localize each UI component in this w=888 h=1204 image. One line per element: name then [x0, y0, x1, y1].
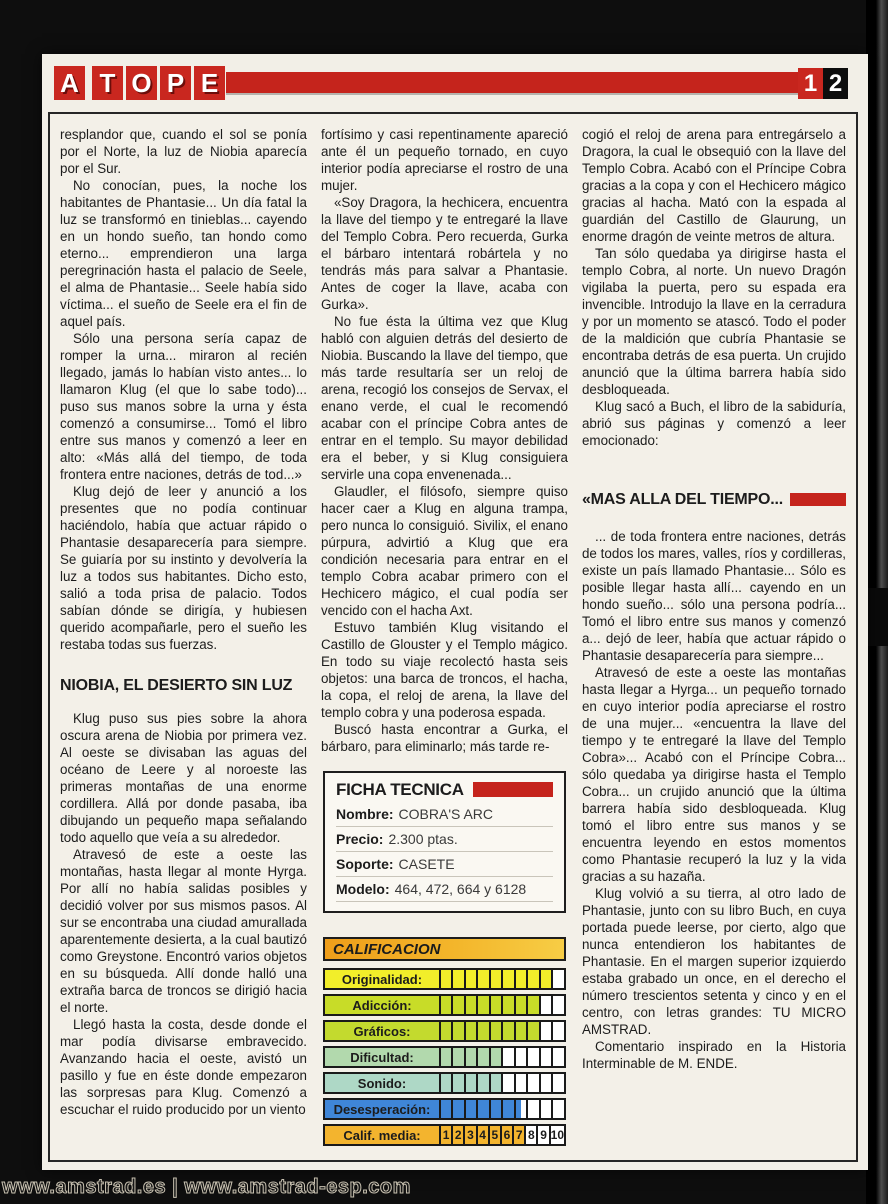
- rating-cell: [541, 1048, 554, 1066]
- section-heading-niobia: NIOBIA, EL DESIERTO SIN LUZ: [60, 677, 293, 694]
- rating-cell: [491, 1100, 504, 1118]
- rating-cell: [503, 996, 516, 1014]
- rating-cell: [478, 996, 491, 1014]
- rating-number-cell: 3: [465, 1126, 477, 1144]
- rating-cell: [466, 1022, 479, 1040]
- paragraph: Klug dejó de leer y anunció a los presentes que no podía continuar haciéndolo, había que actuar rápido o Phantasie desaparecería para siempre. Se guiaría por su instinto y devolvería la luz a todos sus habitantes. Dicho esto, salió a toda prisa de palacio. Todos sabían dónde se dirigía, y hubiesen querido acompañarle, pero el sueño les restaba todas sus fuerzas.: [60, 484, 307, 652]
- rating-cell: [528, 1022, 541, 1040]
- paragraph: Comentario inspirado en la Historia Interminable de M. ENDE.: [581, 1039, 847, 1071]
- rating-cell: [441, 996, 454, 1014]
- ficha-title-row: [336, 781, 553, 798]
- ficha-red-bar: [473, 782, 553, 797]
- rating-cell: [466, 1048, 479, 1066]
- paragraph: Buscó hasta encontrar a Gurka, el bárbaro, para eliminarlo; más tarde re-: [320, 722, 568, 754]
- article-box: [48, 112, 858, 1162]
- rating-cell: [553, 1048, 564, 1066]
- rating-cell: [503, 1100, 516, 1118]
- ficha-rows: [336, 802, 553, 902]
- watermark-text: www.amstrad.es | www.amstrad-esp.com: [2, 1176, 411, 1198]
- rating-cell: [528, 1074, 541, 1092]
- ficha-tecnica-box: [323, 771, 566, 913]
- rating-label: Originalidad:: [325, 970, 441, 988]
- rating-number-cell: 4: [478, 1126, 490, 1144]
- rating-cell: [441, 1022, 454, 1040]
- rating-cell: [478, 1074, 491, 1092]
- paragraph: No fue ésta la última vez que Klug habló con alguien detrás del desierto de Niobia. Buscando la llave del tiempo, que más tarde resultaría ser un reloj de arena, recogió los consejos de Servax, el enano verde, el cual le recomendó acabar con el príncipe Cobra antes de entrar en el templo. Su mayor debilidad era el beber, y si Klug consiguiera servirle una copa envenenada...: [320, 314, 568, 482]
- ficha-label: Soporte:: [335, 856, 394, 872]
- rating-cell: [503, 1048, 516, 1066]
- rating-cell: [453, 996, 466, 1014]
- rating-cell: [516, 1022, 529, 1040]
- rating-cells: [441, 1100, 564, 1118]
- heading-red-block: [790, 493, 846, 506]
- rating-cells: [441, 1048, 564, 1066]
- logo-letter-tile: A: [54, 66, 85, 100]
- rating-cell: [466, 970, 479, 988]
- rating-cells: [441, 1074, 564, 1092]
- paragraph: Sólo una persona sería capaz de romper la urna... miraron al recién llegado, jamás lo habían visto antes... lo llamaron Klug (el que lo sabe todo)... puso sus manos sobre la urna y ésta comenzó a consumirse... Tomó el libro entre sus manos y comenzó a leer en alto: «Más allá del tiempo, de toda frontera entre naciones, detrás de tod...»: [60, 331, 307, 482]
- magazine-page: [42, 54, 868, 1170]
- ficha-label: Modelo:: [335, 881, 390, 897]
- rating-cells: [441, 1126, 564, 1144]
- paragraph: Estuvo también Klug visitando el Castillo de Glouster y el Templo mágico. En todo su viaje recolectó hasta seis objetos: una barca de troncos, el hacha, la copa, el reloj de arena, la llave del templo cobra y una poderosa espada.: [320, 620, 568, 720]
- rating-cell: [478, 1048, 491, 1066]
- ficha-title: FICHA TECNICA: [335, 780, 464, 799]
- rating-cell: [466, 1100, 479, 1118]
- column-3: [582, 126, 846, 1148]
- rating-cell: [516, 1100, 529, 1118]
- rating-cell: [516, 1048, 529, 1066]
- quote-heading-text: «MAS ALLA DEL TIEMPO...: [581, 491, 784, 508]
- paragraph: Llegó hasta la costa, desde donde el mar podía divisarse embravecido. Avanzando hacia el oeste, avistó un pasillo y fue en éste donde empezaron las sorpresas para Klug. Comenzó a escuchar el ruido producido por un viento: [60, 1017, 307, 1117]
- ficha-row: [336, 877, 553, 902]
- rating-cell: [541, 1100, 554, 1118]
- column-1-intro: [60, 126, 307, 653]
- rating-label: Gráficos:: [325, 1022, 441, 1040]
- rating-number-cell: 6: [502, 1126, 514, 1144]
- column-2: [321, 126, 568, 1148]
- logo-letter-tile: P: [160, 66, 191, 100]
- rating-cell: [553, 996, 564, 1014]
- rating-cell: [553, 1100, 564, 1118]
- rating-label: Dificultad:: [325, 1048, 441, 1066]
- paragraph: No conocían, pues, la noche los habitantes de Phantasie... Un día fatal la luz se transformó en tinieblas... cayendo en un hondo sueño, tan hondo como eterno... emprendieron una larga peregrinación hasta el palacio de Seele, el alma de Phantasie... Seele había sido víctima... el sueño de Seele era el fin de aquel país.: [60, 178, 307, 329]
- paragraph: resplandor que, cuando el sol se ponía por el Norte, la luz de Niobia aparecía por el Sur.: [60, 127, 307, 176]
- logo-letter-tile: T: [92, 66, 123, 100]
- rating-cell: [541, 970, 554, 988]
- rating-cell: [478, 1022, 491, 1040]
- rating-cell: [516, 970, 529, 988]
- rating-cell: [478, 970, 491, 988]
- rating-cell: [516, 996, 529, 1014]
- rating-cell: [491, 970, 504, 988]
- ficha-value: CASETE: [398, 856, 455, 872]
- rating-cell: [453, 1074, 466, 1092]
- rating-label: Desesperación:: [325, 1100, 441, 1118]
- paragraph: Atravesó de este a oeste las montañas hasta llegar a Hyrga... un pequeño tornado en cuyo interior podía apreciarse el rostro de una mujer... «encuentra la llave del tiempo y te entregaré la llave del Templo Cobra»... Acabó con el Príncipe Cobra... sólo quedaba ya dirigirse hasta el Templo Cobra... un crujido anunció que la última barrera había sido desbloqueada. Klug tomó el libro entre sus manos y se encuentra leyendo en estos momentos como Phantasie recuperó la luz y la vida gracias a su hazaña.: [581, 665, 847, 884]
- section-heading-mas-alla: [582, 491, 846, 508]
- rating-row: [323, 1072, 566, 1094]
- paragraph: cogió el reloj de arena para entregárselo a Dragora, la cual le obsequió con la llave del Templo Cobra. Acabó con el Príncipe Cobra gracias a la copa y con el Hechicero mágico gracias al hacha. Mató con la espada al guardián del Castillo de Glaurung, un enorme dragón de veinte metros de altura.: [581, 127, 847, 244]
- rating-number-cell: 2: [453, 1126, 465, 1144]
- rating-label: Adicción:: [325, 996, 441, 1014]
- rating-row: [323, 994, 566, 1016]
- calificacion-box: [323, 937, 566, 1146]
- rating-cell: [528, 1100, 541, 1118]
- rating-label: Calif. media:: [325, 1126, 441, 1144]
- header-red-bar: [226, 72, 814, 93]
- paragraph: Klug sacó a Buch, el libro de la sabiduría, abrió sus páginas y comenzó a leer emocionado:: [581, 399, 847, 448]
- a-tope-logo: [54, 66, 225, 100]
- rating-row: [323, 968, 566, 990]
- column-3-body: [582, 528, 846, 1072]
- rating-cell: [453, 1022, 466, 1040]
- paragraph: Glaudler, el filósofo, siempre quiso hacer caer a Klug en alguna trampa, pero nunca lo consiguió. Sivilix, el enano púrpura, advirtió a Klug que era condición necesaria para entrar en el templo Cobra acabar primero con el Hechicero mágico, el cual podía ser vencido con el hacha Axt.: [320, 484, 568, 618]
- rating-cell: [541, 996, 554, 1014]
- rating-cell: [478, 1100, 491, 1118]
- paragraph: Klug puso sus pies sobre la ahora oscura arena de Niobia por primera vez. Al oeste se divisaban las aguas del océano de Leere y al noroeste las primeras montañas de una enorme cordillera. Allá por donde pasaba, iba dibujando un pequeño mapa señalando todo aquello que veía a su alrededor.: [60, 711, 307, 845]
- rating-cell: [528, 996, 541, 1014]
- page-number-digit: 1: [798, 68, 823, 99]
- rating-cell: [441, 970, 454, 988]
- rating-row: [323, 1124, 566, 1146]
- ficha-value: 2.300 ptas.: [388, 831, 458, 847]
- rating-cell: [503, 1022, 516, 1040]
- rating-number-cell: 9: [538, 1126, 550, 1144]
- logo-letter-tile: O: [126, 66, 157, 100]
- ficha-label: Nombre:: [335, 806, 394, 822]
- rating-cell: [503, 1074, 516, 1092]
- rating-cell: [541, 1074, 554, 1092]
- rating-cell: [528, 1048, 541, 1066]
- rating-cell: [503, 970, 516, 988]
- ficha-row: [336, 802, 553, 827]
- ficha-value: 464, 472, 664 y 6128: [394, 881, 527, 897]
- column-3-intro: [582, 126, 846, 449]
- rating-label: Sonido:: [325, 1074, 441, 1092]
- rating-cell: [491, 1074, 504, 1092]
- rating-number-cell: 10: [550, 1127, 565, 1142]
- paragraph: Klug volvió a su tierra, al otro lado de Phantasie, junto con su libro Buch, en cuya portada puede leerse, por cierto, algo que nunca entendieron los habitantes de Phantasie. En el margen superior izquierdo estaba grabado un once, en el derecho el número trescientos setenta y cinco y en el centro, con letras grandes: TU MICRO AMSTRAD.: [581, 886, 847, 1037]
- rating-cell: [466, 996, 479, 1014]
- paragraph: Tan sólo quedaba ya dirigirse hasta el templo Cobra, al norte. Un nuevo Dragón vigilaba la puerta, pero su espada era invencible. Introdujo la llave en la cerradura y por un momento se atascó. Todo el poder de la maldición que cubría Phantasie se encontraba detrás de esa puerta. Un crujido anunció que la última barrera había sido desbloqueada.: [581, 246, 847, 397]
- ficha-value: COBRA'S ARC: [398, 806, 494, 822]
- rating-cell: [441, 1074, 454, 1092]
- rating-cell: [516, 1074, 529, 1092]
- page-number: [798, 68, 848, 99]
- rating-row: [323, 1020, 566, 1042]
- ficha-row: [336, 852, 553, 877]
- rating-cell: [453, 1100, 466, 1118]
- rating-cell: [441, 1048, 454, 1066]
- rating-number-cell: 8: [526, 1126, 538, 1144]
- calificacion-title: CALIFICACION: [323, 937, 566, 961]
- rating-cell: [553, 1022, 564, 1040]
- rating-cell: [466, 1074, 479, 1092]
- logo-letter-tile: E: [194, 66, 225, 100]
- page-header: [54, 66, 856, 104]
- page-number-digit: 2: [823, 68, 848, 99]
- paragraph: fortísimo y casi repentinamente apareció ante él un pequeño tornado, en cuyo interior podía apreciarse el rostro de una mujer.: [320, 127, 568, 193]
- rating-cells: [441, 996, 564, 1014]
- column-1-body: [60, 710, 307, 1118]
- rating-cell: [453, 970, 466, 988]
- rating-cell: [541, 1022, 554, 1040]
- paragraph: «Soy Dragora, la hechicera, encuentra la llave del tiempo y te entregaré la llave del Templo Cobra. Pero recuerda, Gurka el bárbaro intentará robártela y no tendrás más para salvar a Phantasie. Antes de coger la llave, acaba con Gurka».: [320, 195, 568, 312]
- rating-row: [323, 1046, 566, 1068]
- rating-number-cell: 1: [441, 1126, 453, 1144]
- rating-cell: [491, 1048, 504, 1066]
- column-2-body: [321, 126, 568, 755]
- rating-cell: [491, 1022, 504, 1040]
- ficha-row: [336, 827, 553, 852]
- paragraph: ... de toda frontera entre naciones, detrás de todos los mares, valles, ríos y cordilleras, existe un país llamado Phantasie... Sólo es posible llegar hasta allí... cayendo en un hondo sueño... sólo una persona podría... Tomó el libro entre sus manos y comenzó a... dejó de leer, había que actuar rápido o Phantasie desaparecería para siempre...: [581, 529, 847, 663]
- rating-number-cell: 5: [490, 1126, 502, 1144]
- rating-cells: [441, 1022, 564, 1040]
- rating-cell: [553, 970, 564, 988]
- paragraph: Atravesó de este a oeste las montañas, hasta llegar al monte Hyrga. Por allí no había salidas posibles y decidió volver por sus mismos pasos. Al sur se encontraba una ciudad amurallada aparentemente desierta, a la cual bautizó como Greystone. Encontró varios objetos en su búsqueda. Allí donde halló una extraña barca de troncos se dirigió hacia el norte.: [60, 847, 307, 1015]
- rating-row: [323, 1098, 566, 1120]
- rating-cell: [491, 996, 504, 1014]
- rating-cell: [441, 1100, 454, 1118]
- column-1: [60, 126, 307, 1148]
- rating-cell: [453, 1048, 466, 1066]
- rating-cells: [441, 970, 564, 988]
- rating-cell: [553, 1074, 564, 1092]
- ficha-label: Precio:: [335, 831, 384, 847]
- rating-cell: [528, 970, 541, 988]
- calificacion-rows: [323, 968, 566, 1146]
- rating-number-cell: 7: [514, 1126, 526, 1144]
